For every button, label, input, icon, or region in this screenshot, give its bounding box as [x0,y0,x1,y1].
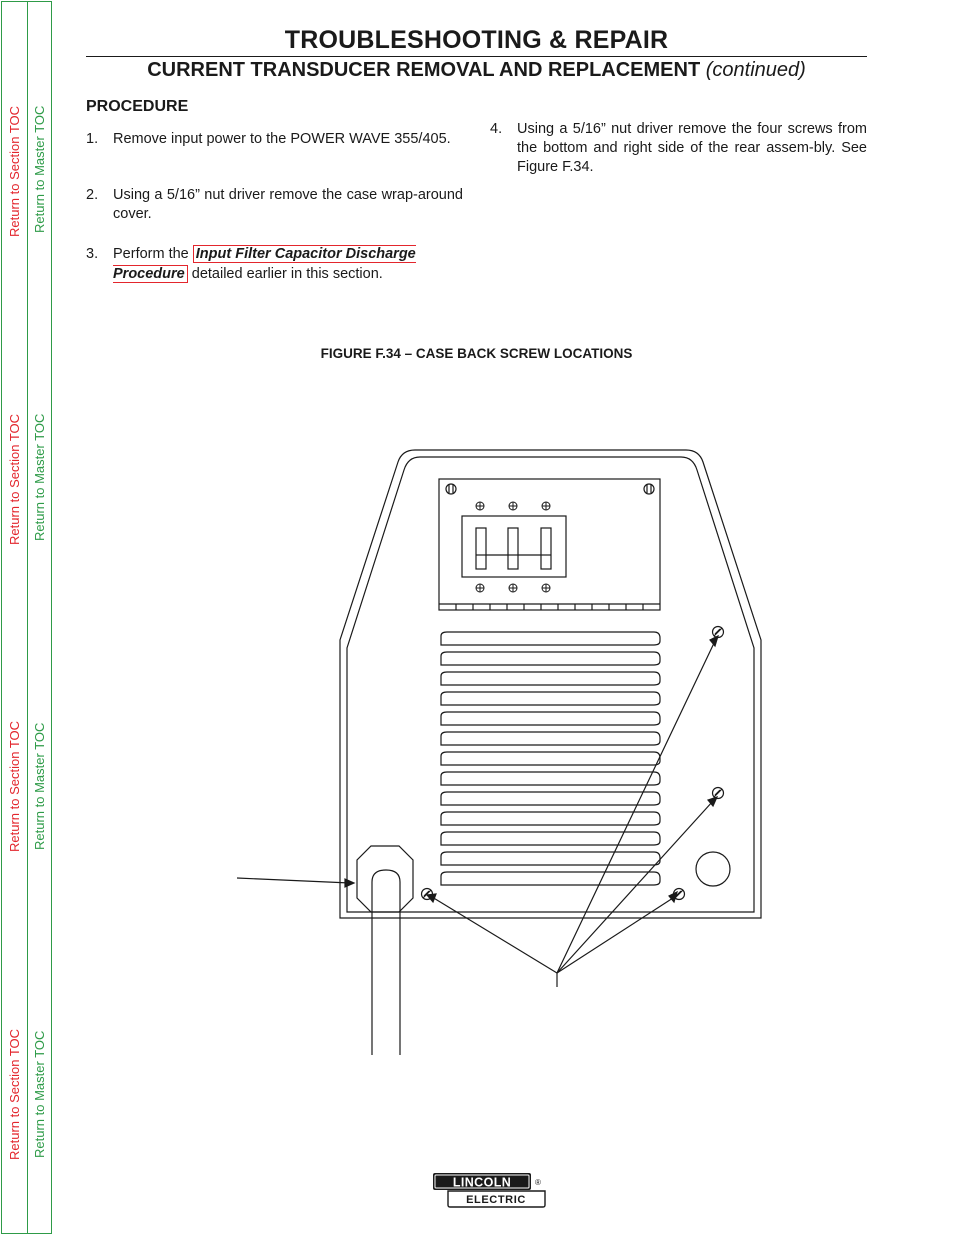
round-port [696,852,730,886]
figure-caption: FIGURE F.34 – CASE BACK SCREW LOCATIONS [320,346,633,361]
step-text-before: Perform the [113,246,189,262]
step-text: Using a 5/16” nut driver remove the four screws from the bottom and right side of the rear assem-bly. See Figure F.34. [517,121,867,175]
vent-louvers [441,632,660,885]
subtitle-main: CURRENT TRANSDUCER REMOVAL AND REPLACEMENT [147,59,701,81]
return-to-section-toc-link[interactable]: Return to Section TOC [7,1028,22,1160]
step-text-after: detailed earlier in this section. [191,266,383,282]
panel-corner-screw [446,484,456,494]
logo-text-top: LINCOLN [452,1175,512,1190]
input-filter-capacitor-discharge-procedure-link[interactable]: Input Filter Capacitor Discharge Procedure [113,246,416,282]
subtitle-continued: (continued) [705,59,806,81]
step-text: Remove input power to the POWER WAVE 355/405. [113,131,451,147]
return-to-master-toc-link[interactable]: Return to Master TOC [32,722,47,850]
step-number: 2. [86,187,99,203]
panel-corner-screw [644,484,654,494]
step-number: 4. [490,121,503,137]
switch-panel-ticks [456,604,643,610]
return-to-master-toc-link[interactable]: Return to Master TOC [32,1030,47,1158]
return-to-master-toc-link[interactable]: Return to Master TOC [32,413,47,541]
logo-registered-mark: ® [535,1178,541,1187]
strain-relief [357,846,413,912]
cord-arrow-leader [237,878,350,883]
step-text: Using a 5/16” nut driver remove the case wrap-around cover. [113,187,463,222]
case-screw-middle-right [713,788,724,799]
step-number: 1. [86,131,99,147]
step-number: 3. [86,246,99,262]
power-cord [372,870,400,1040]
logo-text-bottom: ELECTRIC [466,1194,526,1206]
lincoln-electric-logo [432,1172,547,1208]
return-to-section-toc-link[interactable]: Return to Section TOC [7,105,22,237]
page-title: TROUBLESHOOTING & REPAIR [284,26,669,54]
return-to-section-toc-link[interactable]: Return to Section TOC [7,720,22,852]
return-to-section-toc-link[interactable]: Return to Section TOC [7,413,22,545]
breaker-toggles [476,528,551,569]
procedure-heading: PROCEDURE [86,98,189,115]
return-to-master-toc-link[interactable]: Return to Master TOC [32,105,47,233]
